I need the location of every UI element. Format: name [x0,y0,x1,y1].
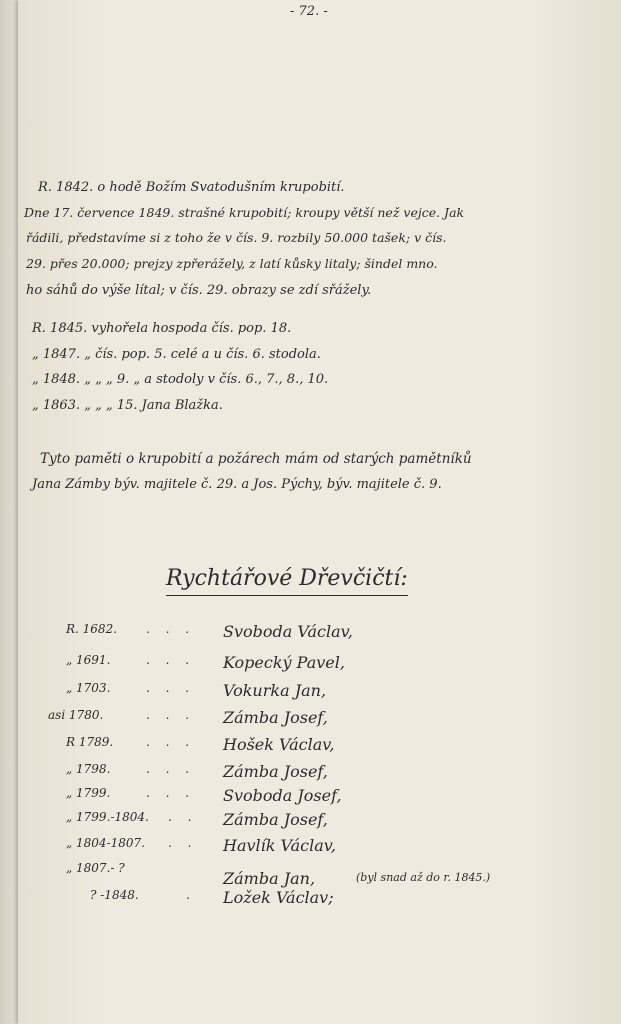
leader-dots: . . . [146,708,196,722]
mayor-name: Kopecký Pavel, [223,653,345,672]
mayor-year: „ 1804-1807. [66,836,145,850]
para1-line: R. 1842. o hodě Božím Svatodušním krupobití. [38,180,345,195]
mayor-name: Ložek Václav; [223,888,334,907]
mayor-name: Svoboda Václav, [223,622,353,641]
para1-line: ho sáhů do výše lítal; v čís. 29. obrazy se zdí sřážely. [26,283,372,298]
para1-line: Dne 17. července 1849. strašné krupobití; kroupy větší než vejce. Jak [24,205,465,220]
mayor-year: „ 1799. [66,786,111,800]
book-edge [0,0,18,1024]
mayor-year: asi 1780. [48,708,104,722]
mayor-name: Zámba Josef, [223,762,328,781]
leader-dots: . . [168,836,198,850]
mayor-year: R. 1682. [66,622,118,636]
mayor-row [18,836,618,858]
mayor-name: Vokurka Jan, [223,681,327,700]
page-number: - 72. - [290,4,328,19]
mayor-name: Svoboda Josef, [223,786,342,805]
mayors-heading: Rychtářové Dřevčičtí: [166,565,408,596]
mayor-name: Zámba Jan, [223,869,316,888]
para1-line: řádili, představíme si z toho že v čís. 9. rozbily 50.000 tašek; v čís. [26,230,447,245]
mayor-row [18,861,618,888]
mayor-year: ? -1848. [90,888,139,902]
mayor-row [18,708,618,730]
leader-dots: . . . [146,762,196,776]
mayor-row [18,786,618,808]
mayor-name: Hošek Václav, [223,735,335,754]
handwritten-page [18,0,621,1024]
mayor-name: Zámba Josef, [223,708,328,727]
fire-record: „ 1847. „ čís. pop. 5. celé a u čís. 6. stodola. [32,347,321,362]
mayor-row [18,653,618,675]
leader-dots: . . [168,810,198,824]
para2-line: Tyto paměti o krupobití a požárech mám od starých pamětníků [40,451,472,467]
mayor-row [18,888,618,910]
leader-dots: . . . [146,735,196,749]
mayor-row [18,762,618,784]
mayor-year: „ 1691. [66,653,111,667]
mayor-year: R 1789. [66,735,114,749]
mayor-name: Havlík Václav, [223,836,337,855]
mayor-year: „ 1799.-1804. [66,810,149,824]
fire-record: „ 1848. „ „ „ 9. „ a stodoly v čís. 6., 7., 8., 10. [32,372,329,387]
leader-dots: . [186,888,196,902]
mayor-year: „ 1807.- ? [66,861,125,875]
leader-dots: . . . [146,786,196,800]
mayor-row [18,810,618,832]
leader-dots: . . . [146,653,196,667]
para1-line: 29. přes 20.000; prejzy zpřerážely, z latí kůsky litaly; šindel mno. [26,256,438,271]
fire-record: „ 1863. „ „ „ 15. Jana Blažka. [32,398,223,413]
mayor-year: „ 1703. [66,681,111,695]
leader-dots: . . . [146,622,196,636]
fire-record: R. 1845. vyhořela hospoda čís. pop. 18. [32,321,292,336]
mayor-row [18,681,618,703]
mayor-name: Zámba Josef, [223,810,328,829]
mayor-row [18,735,618,757]
leader-dots: . . . [146,681,196,695]
mayor-year: „ 1798. [66,762,111,776]
mayor-row [18,622,618,644]
mayor-note: (byl snad až do r. 1845.) [356,871,491,884]
para2-line: Jana Zámby býv. majitele č. 29. a Jos. Pýchy, býv. majitele č. 9. [32,477,442,492]
